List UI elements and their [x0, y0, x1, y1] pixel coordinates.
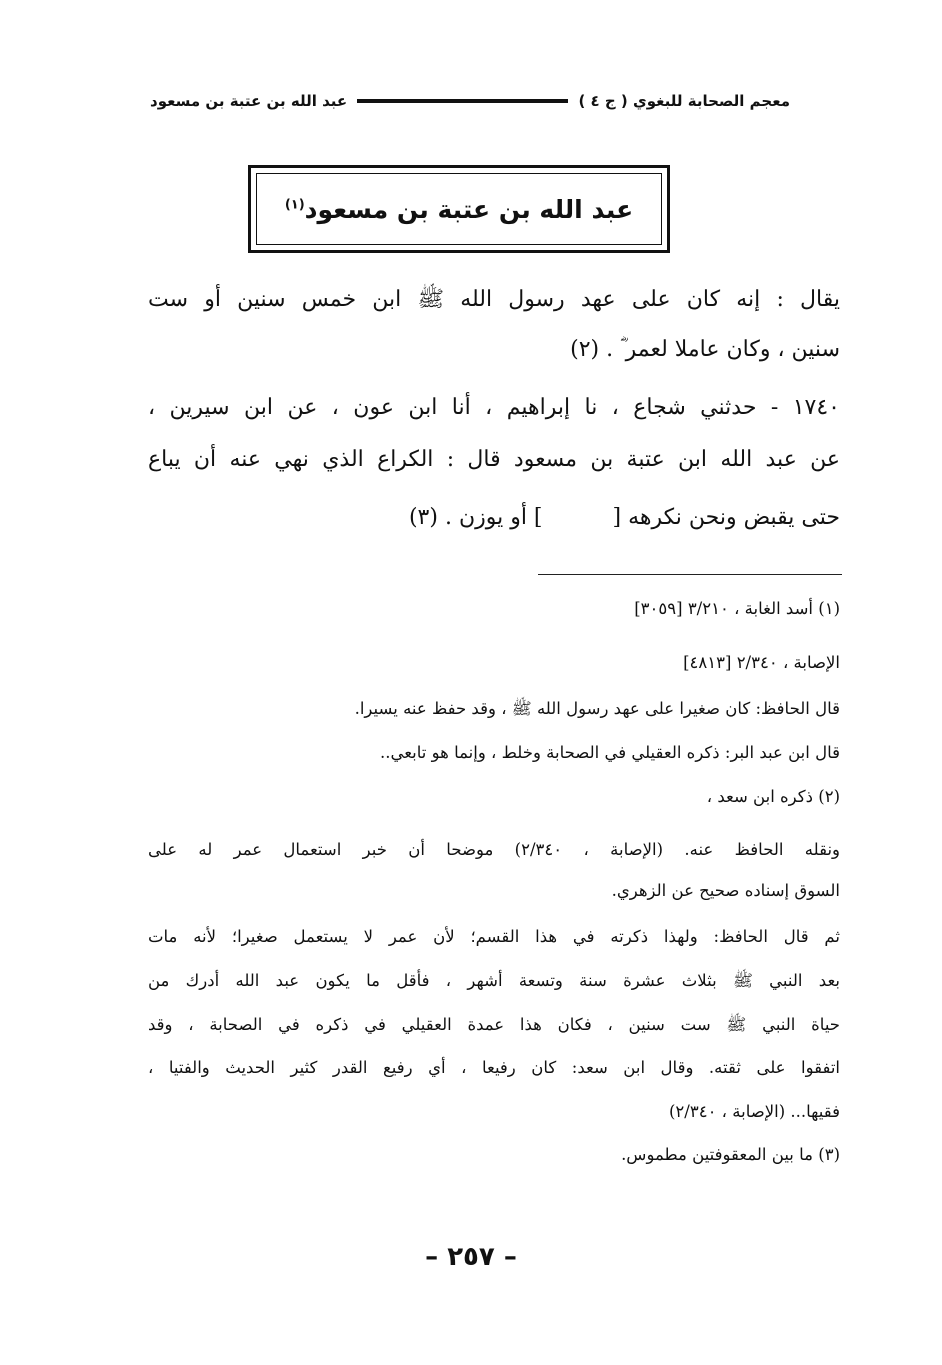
footnote-1-line-3: قال الحافظ: كان صغيرا على عهد رسول الله ﷺ ، وقد حفظ عنه يسيرا.: [354, 699, 840, 718]
body-line-1: يقال : إنه كان على عهد رسول الله ﷺ ابن خمس سنين أو ست: [148, 287, 840, 312]
hadith-line-3-end: ] أو يوزن . (٣): [408, 505, 543, 530]
footnote-2-line-8: فقيها... (الإصابة ، ٢/٣٤٠): [668, 1102, 840, 1121]
footnote-2-line-6: حياة النبي ﷺ ست سنين ، فكان هذا عمدة العقيلي في ذكره في الصحابة ، وقد: [148, 1015, 840, 1034]
footnote-1-line-2: الإصابة ، ٢/٣٤٠ [٤٨١٣]: [683, 653, 840, 672]
running-header: [150, 86, 790, 116]
header-book-title: معجم الصحابة للبغوي ( ج ٤ ): [578, 92, 790, 110]
entry-title-text: عبد الله بن عتبة بن مسعود: [304, 194, 634, 224]
footnote-2-line-7: اتفقوا على ثقته. وقال ابن سعد: كان رفيعا ، أي رفيع القدر كثير الحديث والفتيا ،: [148, 1058, 840, 1077]
header-section-title: عبد الله بن عتبة بن مسعود: [150, 92, 348, 110]
footnote-1-line-4: قال ابن عبد البر: ذكره العقيلي في الصحابة وخلط ، وإنما هو تابعي..: [379, 743, 840, 762]
footnote-2-line-4: ثم قال الحافظ: ولهذا ذكرته في هذا القسم؛ لأن عمر لا يستعمل صغيرا؛ لأنه مات: [148, 927, 840, 946]
footnote-3-line-1: (٣) ما بين المعقوفتين مطموس.: [621, 1145, 840, 1164]
footnote-2-line-5: بعد النبي ﷺ بثلاث عشرة سنة وتسعة أشهر ، فأقل ما يكون عبد الله أدرك من: [148, 971, 840, 990]
body-line-2: سنين ، وكان عاملا لعمر ؓ . (٢): [570, 337, 840, 362]
title-footnote-marker: (١): [284, 197, 305, 213]
footnote-2-line-3: السوق إسناده صحيح عن الزهري.: [611, 881, 840, 900]
hadith-line-1: ١٧٤٠ - حدثني شجاع ، نا إبراهيم ، أنا ابن عون ، عن ابن سيرين ،: [148, 395, 840, 420]
hadith-line-2: عن عبد الله ابن عتبة بن مسعود قال : الكراع الذي نهي عنه أن يباع: [148, 447, 840, 472]
page-number: – ٢٥٧ –: [425, 1242, 517, 1272]
entry-title-box: [248, 165, 670, 253]
footnote-2-line-2: ونقله الحافظ عنه. (الإصابة ، ٢/٣٤٠) موضحا أن خبر استعمال عمر له على: [148, 840, 840, 859]
entry-title: [285, 195, 633, 224]
hadith-line-3-start: حتى يقبض ونحن نكرهه [: [612, 505, 840, 530]
header-rule: [357, 99, 568, 103]
hadith-line-3: [148, 498, 840, 538]
footnote-1-line-1: (١) أسد الغابة ، ٣/٢١٠ [٣٠٥٩]: [634, 599, 840, 618]
footnote-separator: [538, 574, 842, 575]
footnote-2-line-1: (٢) ذكره ابن سعد ،: [706, 787, 840, 806]
